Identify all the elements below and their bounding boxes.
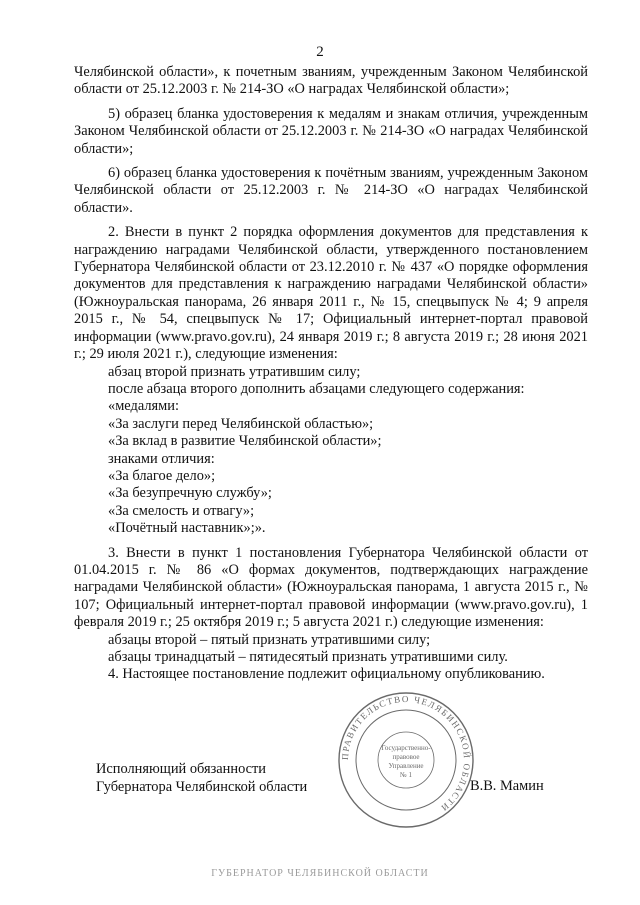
- page-number: 2: [316, 44, 324, 60]
- paragraph: «За благое дело»;: [108, 467, 216, 484]
- paragraph: «За вклад в развитие Челябинской области»;: [108, 433, 382, 450]
- paragraph: знаками отличия:: [108, 450, 215, 467]
- paragraph: «За смелость и отвагу»;: [108, 502, 255, 519]
- seal-outer-text: ПРАВИТЕЛЬСТВО ЧЕЛЯБИНСКОЙ ОБЛАСТИ: [339, 693, 473, 814]
- paragraph: «медалями:: [108, 398, 179, 415]
- seal-line: правовое: [392, 753, 420, 761]
- paragraph: абзац второй признать утратившим силу;: [108, 363, 361, 380]
- paragraph: 6) образец бланка удостоверения к почётным званиям, учрежденным Законом Челябинской области от 25.12.2003 г. № 214-ЗО «О наградах Челябинской области».: [74, 165, 588, 216]
- footer-watermark: ГУБЕРНАТОР ЧЕЛЯБИНСКОЙ ОБЛАСТИ: [211, 868, 429, 879]
- paragraph: после абзаца второго дополнить абзацами следующего содержания:: [108, 380, 525, 397]
- paragraph: 2. Внести в пункт 2 порядка оформления документов для представления к награждению наградами Челябинской области, утвержденного постановлением Губернатора Челябинской области от 23.12.2010 г. № 437 «О порядке оформления документов для представления к награждению наградами Челябинской области» (Южноуральская панорама, 26 января 2011 г., № 15, спецвыпуск № 4; 9 апреля 2015 г., № 54, спецвыпуск № 17; Официальный интернет-портал правовой информации (www.pravo.gov.ru), 24 января 2019 г.; 8 августа 2019 г.; 28 июня 2021 г.; 29 июля 2021 г.), следующие изменения:: [74, 224, 588, 363]
- paragraph: 4. Настоящее постановление подлежит официальному опубликованию.: [108, 666, 545, 683]
- paragraph: абзацы тринадцатый – пятидесятый признать утратившими силу.: [108, 649, 508, 665]
- paragraph: абзацы второй – пятый признать утратившими силу;: [108, 631, 431, 648]
- official-seal: [336, 690, 476, 830]
- signatory-position: [96, 760, 307, 796]
- document-body: [74, 64, 588, 684]
- signatory-position-line: Губернатора Челябинской области: [96, 779, 308, 795]
- paragraph: 5) образец бланка удостоверения к медалям и знакам отличия, учрежденным Законом Челябинской области от 25.12.2003 г. № 214-ЗО «О наградах Челябинской области»;: [74, 105, 588, 157]
- paragraph: 3. Внести в пункт 1 постановления Губернатора Челябинской области от 01.04.2015 г. № 86 «О формах документов, подтверждающих награждение наградами Челябинской области» (Южноуральская панорама, 1 августа 2015 г., № 107; Официальный интернет-портал правовой информации (www.pravo.gov.ru), 1 февраля 2019 г.; 25 октября 2019 г.; 5 августа 2021 г.) следующие изменения:: [74, 544, 588, 631]
- paragraph: Челябинской области», к почетным званиям, учрежденным Законом Челябинской области от 25.12.2003 г. № 214-ЗО «О наградах Челябинской области»;: [74, 64, 588, 98]
- signatory-name: В.В. Мамин: [470, 778, 544, 794]
- paragraph: «За безупречную службу»;: [108, 485, 272, 502]
- paragraph: «За заслуги перед Челябинской областью»;: [108, 415, 374, 432]
- seal-line: Управление: [388, 762, 424, 770]
- seal-line: Государственно-: [381, 744, 431, 752]
- paragraph: «Почётный наставник»;».: [108, 520, 266, 537]
- signatory-position-line: Исполняющий обязанности: [96, 761, 267, 777]
- seal-line: № 1: [400, 771, 412, 779]
